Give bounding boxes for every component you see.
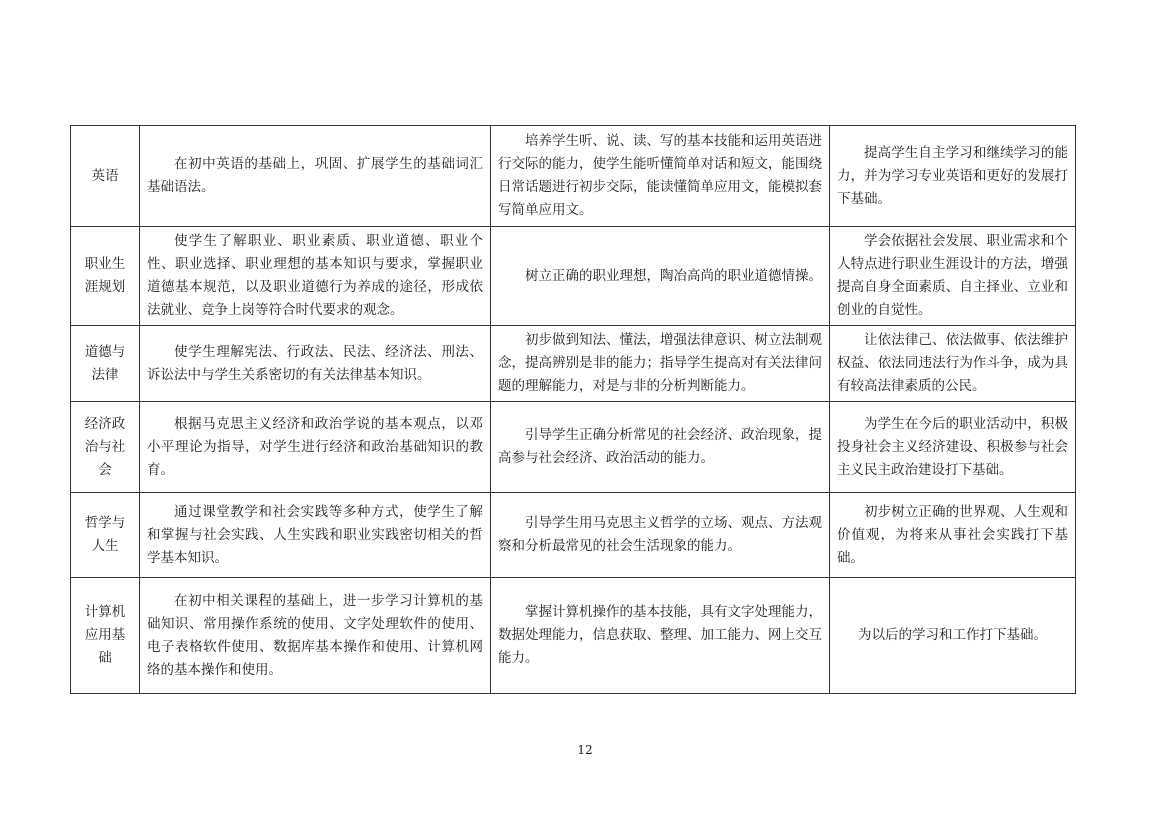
ability-cell: 引导学生用马克思主义哲学的立场、观点、方法观察和分析最常见的社会生活现象的能力。 [491, 493, 830, 578]
table-row [71, 326, 1076, 402]
goal-cell: 提高学生自主学习和继续学习的能力，并为学习专业英语和更好的发展打下基础。 [830, 126, 1076, 227]
goal-cell: 让依法律己、依法做事、依法维护权益、依法同违法行为作斗争，成为具有较高法律素质的公民。 [830, 326, 1076, 402]
content-cell: 使学生了解职业、职业素质、职业道德、职业个性、职业选择、职业理想的基本知识与要求，掌握职业道德基本规范，以及职业道德行为养成的途径，形成依法就业、竞争上岗等符合时代要求的观念。 [140, 227, 491, 326]
subject-cell: 经济政治与社会 [71, 402, 140, 493]
subject-cell: 道德与法律 [71, 326, 140, 402]
ability-cell: 树立正确的职业理想，陶冶高尚的职业道德情操。 [491, 227, 830, 326]
subject-cell: 英语 [71, 126, 140, 227]
goal-cell: 为学生在今后的职业活动中，积极投身社会主义经济建设、积极参与社会主义民主政治建设打下基础。 [830, 402, 1076, 493]
ability-cell: 初步做到知法、懂法，增强法律意识、树立法制观念，提高辨别是非的能力；指导学生提高对有关法律问题的理解能力，对是与非的分析判断能力。 [491, 326, 830, 402]
ability-cell: 引导学生正确分析常见的社会经济、政治现象，提高参与社会经济、政治活动的能力。 [491, 402, 830, 493]
goal-cell: 初步树立正确的世界观、人生观和价值观，为将来从事社会实践打下基础。 [830, 493, 1076, 578]
table-row [71, 493, 1076, 578]
content-cell: 在初中英语的基础上，巩固、扩展学生的基础词汇基础语法。 [140, 126, 491, 227]
subject-cell: 哲学与人生 [71, 493, 140, 578]
ability-cell: 培养学生听、说、读、写的基本技能和运用英语进行交际的能力，使学生能听懂简单对话和短文，能围绕日常话题进行初步交际，能读懂简单应用文，能模拟套写简单应用文。 [491, 126, 830, 227]
subject-cell: 计算机应用基础 [71, 578, 140, 694]
table-row [71, 578, 1076, 694]
ability-cell: 掌握计算机操作的基本技能，具有文字处理能力，数据处理能力，信息获取、整理、加工能力、网上交互能力。 [491, 578, 830, 694]
subject-cell: 职业生涯规划 [71, 227, 140, 326]
table-row [71, 227, 1076, 326]
page-number: 12 [577, 743, 593, 757]
content-cell: 通过课堂教学和社会实践等多种方式，使学生了解和掌握与社会实践、人生实践和职业实践密切相关的哲学基本知识。 [140, 493, 491, 578]
content-cell: 在初中相关课程的基础上，进一步学习计算机的基础知识、常用操作系统的使用、文字处理软件的使用、电子表格软件使用、数据库基本操作和使用、计算机网络的基本操作和使用。 [140, 578, 491, 694]
goal-cell: 为以后的学习和工作打下基础。 [830, 578, 1076, 694]
curriculum-table [70, 125, 1076, 694]
table-row [71, 402, 1076, 493]
goal-cell: 学会依据社会发展、职业需求和个人特点进行职业生涯设计的方法，增强提高自身全面素质、自主择业、立业和创业的自觉性。 [830, 227, 1076, 326]
content-cell: 使学生理解宪法、行政法、民法、经济法、刑法、诉讼法中与学生关系密切的有关法律基本知识。 [140, 326, 491, 402]
content-cell: 根据马克思主义经济和政治学说的基本观点，以邓小平理论为指导，对学生进行经济和政治基础知识的教育。 [140, 402, 491, 493]
table-row [71, 126, 1076, 227]
